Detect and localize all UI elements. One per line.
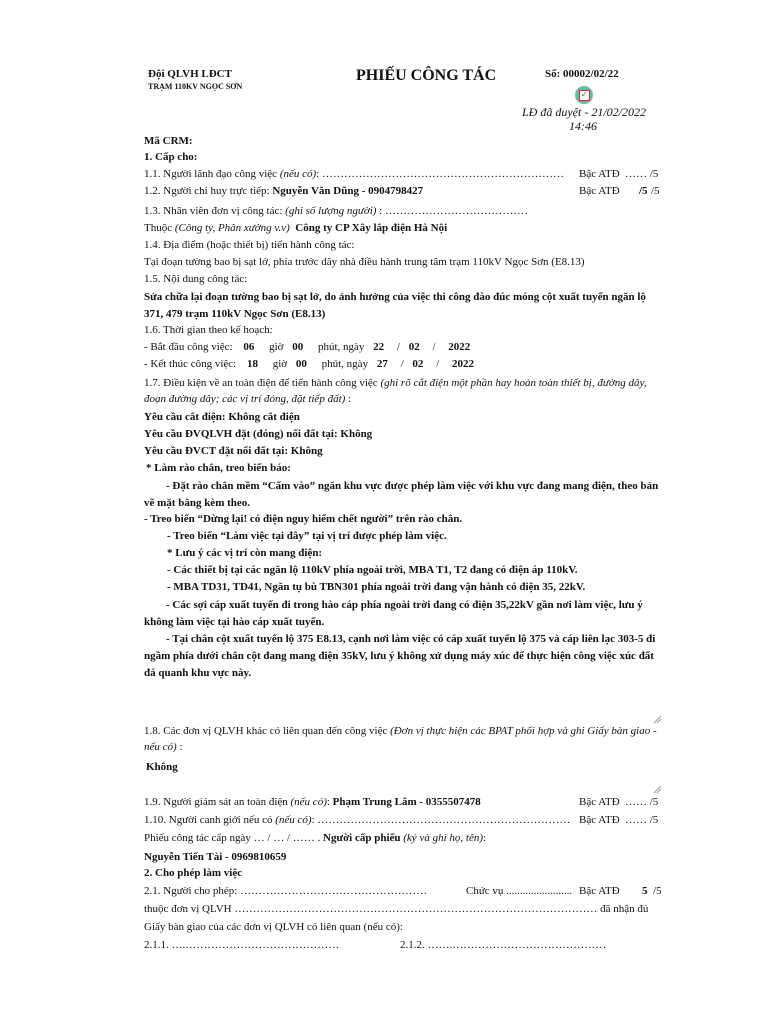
safety-label: 1.7. Điều kiện về an toàn điện để tiến hành công việc: [144, 377, 381, 389]
warden-grade-label: Bậc ATĐ: [579, 814, 620, 826]
staff-field: : …………………………………: [376, 205, 528, 217]
work-leader-note: (nếu có): [279, 168, 317, 180]
permitter-grade-max: /5: [653, 885, 662, 897]
start-slash-2: /: [432, 341, 436, 353]
barrier-heading: * Làm rào chắn, treo biển báo:: [146, 462, 291, 474]
crm-label: Mã CRM:: [144, 135, 193, 147]
start-slash-1: /: [396, 341, 400, 353]
end-year: 2022: [451, 358, 474, 370]
end-month: 02: [412, 358, 424, 370]
staff-row: [144, 205, 528, 217]
work-leader-row: [144, 168, 564, 180]
commander-grade: /5: [639, 185, 648, 197]
live-item-2: - MBA TD31, TD41, Ngăn tụ bù TBN301 phía ngoài trời đang vận hành có điện 35, 22kV.: [167, 581, 586, 593]
location-value: Tại đoạn tường bao bị sạt lở, phía trước dãy nhà điều hành trung tâm trạm 110kV Ngọc Sơn (E8.13): [144, 256, 585, 268]
section-2-heading: 2. Cho phép làm việc: [144, 867, 243, 879]
supervisor-row: [144, 796, 481, 808]
start-hour-word: giờ: [269, 341, 284, 353]
document-title: PHIẾU CÔNG TÁC: [356, 67, 497, 84]
issue-row: [144, 832, 486, 844]
supervisor-value: Phạm Trung Lâm - 0355507478: [332, 796, 481, 808]
start-day: 22: [373, 341, 385, 353]
warden-note: (nếu có): [275, 814, 312, 826]
warden-label: 1.10. Người canh giới nếu có: [144, 814, 276, 826]
handover-item-1: 2.1.1. ….……………………………………: [144, 939, 340, 951]
start-minute-word: phút, ngày: [317, 341, 365, 353]
start-label: - Bắt đầu công việc:: [144, 341, 233, 353]
approved-check-icon[interactable]: ✓: [575, 86, 593, 104]
barrier-item-3: - Treo biển “Làm việc tại đây” tại vị trí được phép làm việc.: [167, 530, 447, 542]
end-hour-word: giờ: [272, 358, 288, 370]
barrier-item-1: - Đặt rào chắn mềm “Cấm vào” ngăn khu vực được phép làm việc với khu vực đang mang điện, theo bản vẽ mặt bằng kèm theo.: [144, 480, 659, 509]
safety-conditions: [144, 375, 664, 407]
time-label: 1.6. Thời gian theo kế hoạch:: [144, 324, 273, 336]
work-leader-grade-label: Bậc ATĐ: [579, 168, 620, 180]
commander-grade-max: /5: [651, 185, 660, 197]
issuer-note: (ký và ghi họ, tên): [400, 832, 483, 844]
warden-field: : ……………………………………………………………: [311, 814, 571, 826]
end-day: 27: [376, 358, 388, 370]
station-name: TRẠM 110KV NGỌC SƠN: [148, 82, 243, 91]
end-slash-2: /: [436, 358, 440, 370]
safety-colon: :: [345, 393, 352, 405]
warden-grade: …… /5: [625, 814, 659, 826]
resize-grip-icon[interactable]: [652, 784, 662, 794]
end-time-row: [144, 358, 474, 370]
approval-time: 14:46: [569, 119, 597, 133]
related-units: [144, 723, 664, 755]
requirement-dvqlvh: Yêu cầu ĐVQLVH đặt (đóng) nối đất tại: Không: [144, 428, 373, 440]
start-minute: 00: [292, 341, 304, 353]
supervisor-note: (nếu có): [290, 796, 327, 808]
org-name: Đội QLVH LĐCT: [148, 68, 232, 80]
live-item-3: - Các sợi cáp xuất tuyến đi trong hào cáp phía ngoài trời đang có điện 35,22kV gần nơi làm việc, lưu ý không làm việc tại hào cáp xuất tuyến.: [144, 599, 643, 628]
start-hour: 06: [243, 341, 255, 353]
staff-note: (ghi số lượng người): [285, 205, 377, 217]
related-units-value: Không: [146, 761, 178, 773]
company-value: Công ty CP Xây lắp điện Hà Nội: [295, 222, 448, 234]
position-label: Chức vụ ........................: [466, 885, 573, 897]
handover-line: Giấy bàn giao của các đơn vị QLVH có liên quan (nếu có):: [144, 921, 403, 933]
supervisor-colon: :: [326, 796, 333, 808]
barrier-item-2: - Treo biển “Dừng lại! có điện nguy hiểm chết người” trên rào chắn.: [144, 513, 463, 525]
supervisor-grade-label: Bậc ATĐ: [579, 796, 620, 808]
commander-row: [144, 185, 423, 197]
permitter-grade: 5: [642, 885, 648, 897]
content-value: Sửa chữa lại đoạn tường bao bị sạt lở, do ảnh hưởng của việc thi công đào đúc móng cột xuất tuyến ngăn lộ 371, 479 trạm 110kV Ngọc Sơn (E8.13): [144, 291, 646, 320]
live-item-4: - Tại chân cột xuất tuyến lộ 375 E8.13, cạnh nơi làm việc có cáp xuất tuyến lộ 375 và cáp liên lạc 303-5 đi ngầm phía dưới chân cột đang mang điện 35kV, lưu ý không xử dụng máy xúc để thực hiện công việc xúc đất đá quanh khu vực này.: [144, 633, 656, 679]
section-1-heading: 1. Cấp cho:: [144, 151, 198, 163]
supervisor-label: 1.9. Người giám sát an toàn điện: [144, 796, 291, 808]
end-label: - Kết thúc công việc:: [144, 358, 237, 370]
end-minute: 00: [295, 358, 307, 370]
supervisor-grade: …… /5: [625, 796, 659, 808]
commander-value: Nguyễn Văn Dũng - 0904798427: [272, 185, 424, 197]
related-units-note: (Đơn vị thực hiện các BPAT phối hợp và ghi Giấy bàn giao - nếu có): [144, 725, 657, 753]
end-hour: 18: [247, 358, 258, 370]
requirement-dvct: Yêu cầu ĐVCT đặt nối đất tại: Không: [144, 445, 323, 457]
issue-date-label: Phiếu công tác cấp ngày … / … / …… .: [144, 832, 324, 844]
staff-label: 1.3. Nhân viên đơn vị công tác:: [144, 205, 286, 217]
start-time-row: [144, 341, 470, 353]
work-leader-label: 1.1. Người lãnh đạo công việc: [144, 168, 280, 180]
warden-row: [144, 814, 570, 826]
document-number: Số: 00002/02/22: [545, 68, 619, 80]
issuer-value: Nguyễn Tiến Tài - 0969810659: [144, 851, 287, 863]
end-minute-word: phút, ngày: [321, 358, 369, 370]
unit-line: thuộc đơn vị QLVH ……………………………………………………………………………………… đã nhận đủ: [144, 903, 649, 915]
start-year: 2022: [448, 341, 471, 353]
start-month: 02: [408, 341, 420, 353]
handover-item-2: 2.1.2. …….……………………………………: [400, 939, 607, 951]
commander-grade-label: Bậc ATĐ: [579, 185, 620, 197]
content-label: 1.5. Nội dung công tác:: [144, 273, 248, 285]
related-units-colon: :: [176, 741, 183, 753]
live-item-1: - Các thiết bị tại các ngăn lộ 110kV phía ngoài trời, MBA T1, T2 đang có điện áp 110kV.: [167, 564, 578, 576]
related-units-label: 1.8. Các đơn vị QLVH khác có liên quan đến công việc: [144, 725, 391, 737]
end-slash-1: /: [400, 358, 404, 370]
work-leader-grade: …… /5: [625, 168, 659, 180]
commander-label: 1.2. Người chỉ huy trực tiếp:: [144, 185, 273, 197]
permitter-label: 2.1. Người cho phép: ……………………………………………: [144, 885, 428, 897]
company-label: Thuộc: [144, 222, 175, 234]
safety-note: (ghi rõ cắt điện một phần hay hoàn toàn thiết bị, đường dây, đoạn đường dây; các vị trí đóng, đặt tiếp đất): [144, 377, 647, 405]
company-row: [144, 222, 447, 234]
work-leader-field: : …………………………………………………………: [316, 168, 564, 180]
issuer-colon: :: [482, 832, 487, 844]
permitter-grade-label: Bậc ATĐ: [579, 885, 620, 897]
issuer-label: Người cấp phiếu: [323, 832, 401, 844]
requirement-cut: Yêu cầu cắt điện: Không cắt điện: [144, 411, 300, 423]
location-label: 1.4. Địa điểm (hoặc thiết bị) tiến hành công tác:: [144, 239, 355, 251]
live-heading: * Lưu ý các vị trí còn mang điện:: [167, 547, 323, 559]
approval-status: LĐ đã duyệt - 21/02/2022: [522, 105, 646, 119]
company-note: (Công ty, Phân xưởng v.v): [174, 222, 290, 234]
